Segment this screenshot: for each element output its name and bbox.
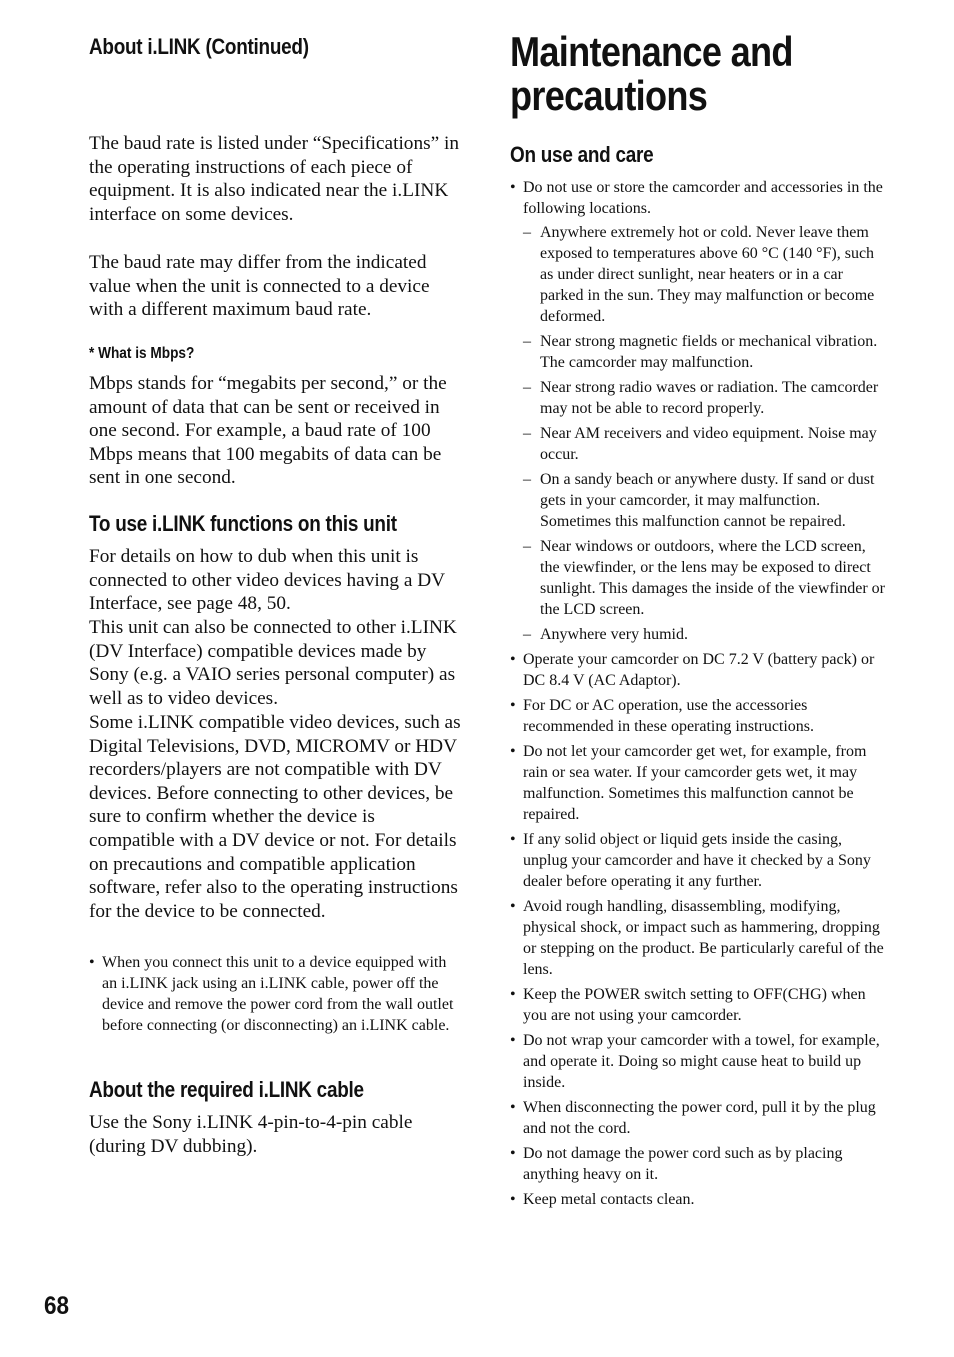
- list-item-text: Do not use or store the camcorder and accessories in the following locations.: [523, 179, 883, 217]
- list-item: • For DC or AC operation, use the accessories recommended in these operating instructions.: [510, 695, 888, 737]
- functions-heading: To use i.LINK functions on this unit: [89, 511, 397, 536]
- baud-rate-difference-paragraph: The baud rate may differ from the indicated value when the unit is connected to a device with a different maximum baud rate.: [89, 252, 430, 321]
- mbps-paragraph: Mbps stands for “megabits per second,” or the amount of data that can be sent or received in one second. For example, a baud rate of 100 Mbps means that 100 megabits of data can be sent in one second.: [89, 373, 447, 489]
- cable-paragraph: Use the Sony i.LINK 4-pin-to-4-pin cable (during DV dubbing).: [89, 1112, 413, 1157]
- baud-rate-paragraph: The baud rate is listed under “Specifications” in the operating instructions of each piece of equipment. It is also indicated near the i.LINK interface on some devices.: [89, 133, 459, 225]
- page-title: Maintenance and precautions: [510, 28, 793, 119]
- list-item: • When you connect this unit to a device equipped with an i.LINK jack using an i.LINK cable, power off the device and remove the power cord from the wall outlet before connecting (or disconnecting) an i.LINK cable.: [89, 952, 461, 1036]
- list-item: • When disconnecting the power cord, pull it by the plug and not the cord.: [510, 1097, 888, 1139]
- list-item: [510, 177, 888, 645]
- functions-paragraph-dub: For details on how to dub when this unit is connected to other video devices having a DV Interface, see page 48, 50.: [89, 546, 445, 615]
- location-sub-list: [523, 222, 888, 645]
- page-number: 68: [44, 1292, 70, 1320]
- functions-paragraph-compatible: This unit can also be connected to other i.LINK (DV Interface) compatible devices made by Sony (e.g. a VAIO series personal computer) as well as to video devices.: [89, 617, 457, 709]
- sub-list-item: – On a sandy beach or anywhere dusty. If sand or dust gets in your camcorder, it may malfunction. Sometimes this malfunction cannot be repaired.: [523, 469, 888, 532]
- sub-list-item: – Anywhere very humid.: [523, 624, 888, 645]
- list-item: • Avoid rough handling, disassembling, modifying, physical shock, or impact such as hammering, dropping or stepping on the product. Be particularly careful of the lens.: [510, 896, 888, 980]
- list-item: • Keep the POWER switch setting to OFF(CHG) when you are not using your camcorder.: [510, 984, 888, 1026]
- list-item: • Keep metal contacts clean.: [510, 1189, 888, 1210]
- functions-bullet-list: [89, 952, 461, 1036]
- section-heading: On use and care: [510, 142, 654, 167]
- functions-paragraph-not-compatible: Some i.LINK compatible video devices, such as Digital Televisions, DVD, MICROMV or HDV recorders/players are not compatible with DV devices. Before connecting to other devices, be sure to confirm whether the device is compatible with a DV device or not. For details on precautions and compatible application software, refer also to the operating instructions for the device to be connected.: [89, 712, 461, 922]
- list-item: • Do not wrap your camcorder with a towel, for example, and operate it. Doing so might cause heat to build up inside.: [510, 1030, 888, 1093]
- running-head: About i.LINK (Continued): [89, 34, 309, 59]
- list-item: • Operate your camcorder on DC 7.2 V (battery pack) or DC 8.4 V (AC Adaptor).: [510, 649, 888, 691]
- list-item: • Do not let your camcorder get wet, for example, from rain or sea water. If your camcorder gets wet, it may malfunction. Sometimes this malfunction cannot be repaired.: [510, 741, 888, 825]
- sub-list-item: – Near strong radio waves or radiation. The camcorder may not be able to record properly.: [523, 377, 888, 419]
- sub-list-item: – Near strong magnetic fields or mechanical vibration. The camcorder may malfunction.: [523, 331, 888, 373]
- care-bullet-list: [510, 177, 888, 1214]
- mbps-heading: * What is Mbps?: [89, 345, 195, 362]
- sub-list-item: – Anywhere extremely hot or cold. Never leave them exposed to temperatures above 60 °C (140 °F), such as under direct sunlight, near heaters or in a car parked in the sun. They may malfunction or become deformed.: [523, 222, 888, 327]
- sub-list-item: – Near windows or outdoors, where the LCD screen, the viewfinder, or the lens may be exposed to direct sunlight. This damages the inside of the viewfinder or the LCD screen.: [523, 536, 888, 620]
- cable-heading: About the required i.LINK cable: [89, 1077, 364, 1102]
- list-item: • If any solid object or liquid gets inside the casing, unplug your camcorder and have it checked by a Sony dealer before operating it any further.: [510, 829, 888, 892]
- sub-list-item: – Near AM receivers and video equipment. Noise may occur.: [523, 423, 888, 465]
- list-item: • Do not damage the power cord such as by placing anything heavy on it.: [510, 1143, 888, 1185]
